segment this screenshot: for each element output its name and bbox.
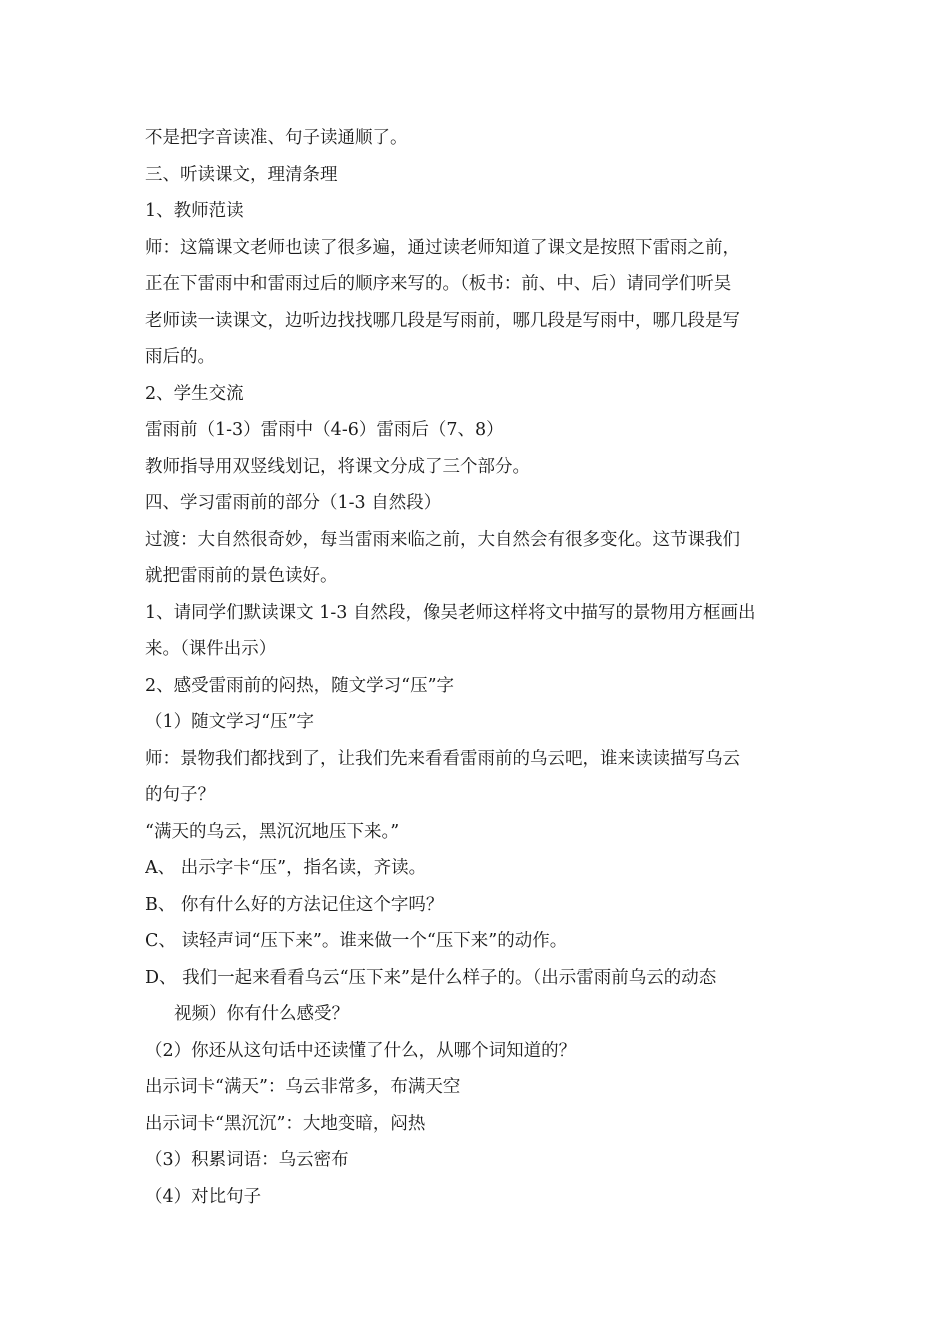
text-line: 师：景物我们都找到了，让我们先来看看雷雨前的乌云吧，谁来读读描写乌云 xyxy=(145,748,740,769)
text-line: 2、感受雷雨前的闷热，随文学习“压”字 xyxy=(145,675,455,696)
text-line: 1、教师范读 xyxy=(145,201,244,221)
text-line: 雷雨前（1-3）雷雨中（4-6）雷雨后（7、8） xyxy=(145,420,504,440)
text-line: C、 读轻声词“压下来”。谁来做一个“压下来”的动作。 xyxy=(145,931,568,951)
text-line: 四、学习雷雨前的部分（1-3 自然段） xyxy=(145,493,442,513)
text-line: 来。（课件出示） xyxy=(145,639,277,659)
text-line: D、 我们一起来看看乌云“压下来”是什么样子的。（出示雷雨前乌云的动态 xyxy=(145,967,717,988)
text-line: 雨后的。 xyxy=(145,347,215,367)
text-line: A、 出示字卡“压”，指名读，齐读。 xyxy=(145,858,427,878)
text-line: 过渡：大自然很奇妙，每当雷雨来临之前，大自然会有很多变化。这节课我们 xyxy=(145,529,740,550)
text-line: 出示词卡“黑沉沉”：大地变暗，闷热 xyxy=(145,1113,426,1134)
text-line: 出示词卡“满天”：乌云非常多，布满天空 xyxy=(145,1077,461,1097)
text-line: 老师读一读课文，边听边找找哪几段是写雨前，哪几段是写雨中，哪几段是写 xyxy=(145,310,740,331)
text-line: 1、请同学们默读课文 1-3 自然段，像吴老师这样将文中描写的景物用方框画出 xyxy=(145,602,756,623)
document-body xyxy=(145,120,810,1215)
text-line: B、 你有什么好的方法记住这个字吗？ xyxy=(145,894,444,915)
text-line: 视频）你有什么感受？ xyxy=(174,1004,349,1024)
text-line: （1）随文学习“压”字 xyxy=(145,712,315,732)
text-line: 不是把字音读准、句子读通顺了。 xyxy=(145,128,408,148)
text-line: 的句子？ xyxy=(145,785,215,805)
text-line: 三、听读课文，理清条理 xyxy=(145,164,338,185)
text-line: 就把雷雨前的景色读好。 xyxy=(145,566,338,586)
text-line: “满天的乌云，黑沉沉地压下来。” xyxy=(145,821,400,842)
text-line: 教师指导用双竖线划记，将课文分成了三个部分。 xyxy=(145,456,530,477)
text-line: （2）你还从这句话中还读懂了什么，从哪个词知道的？ xyxy=(145,1040,577,1061)
text-line: （3）积累词语：乌云密布 xyxy=(145,1150,349,1170)
text-line: （4）对比句子 xyxy=(145,1186,262,1207)
text-line: 正在下雷雨中和雷雨过后的顺序来写的。（板书：前、中、后）请同学们听吴 xyxy=(145,274,732,294)
text-line: 2、学生交流 xyxy=(145,383,244,404)
text-line: 师：这篇课文老师也读了很多遍，通过读老师知道了课文是按照下雷雨之前， xyxy=(145,237,740,258)
